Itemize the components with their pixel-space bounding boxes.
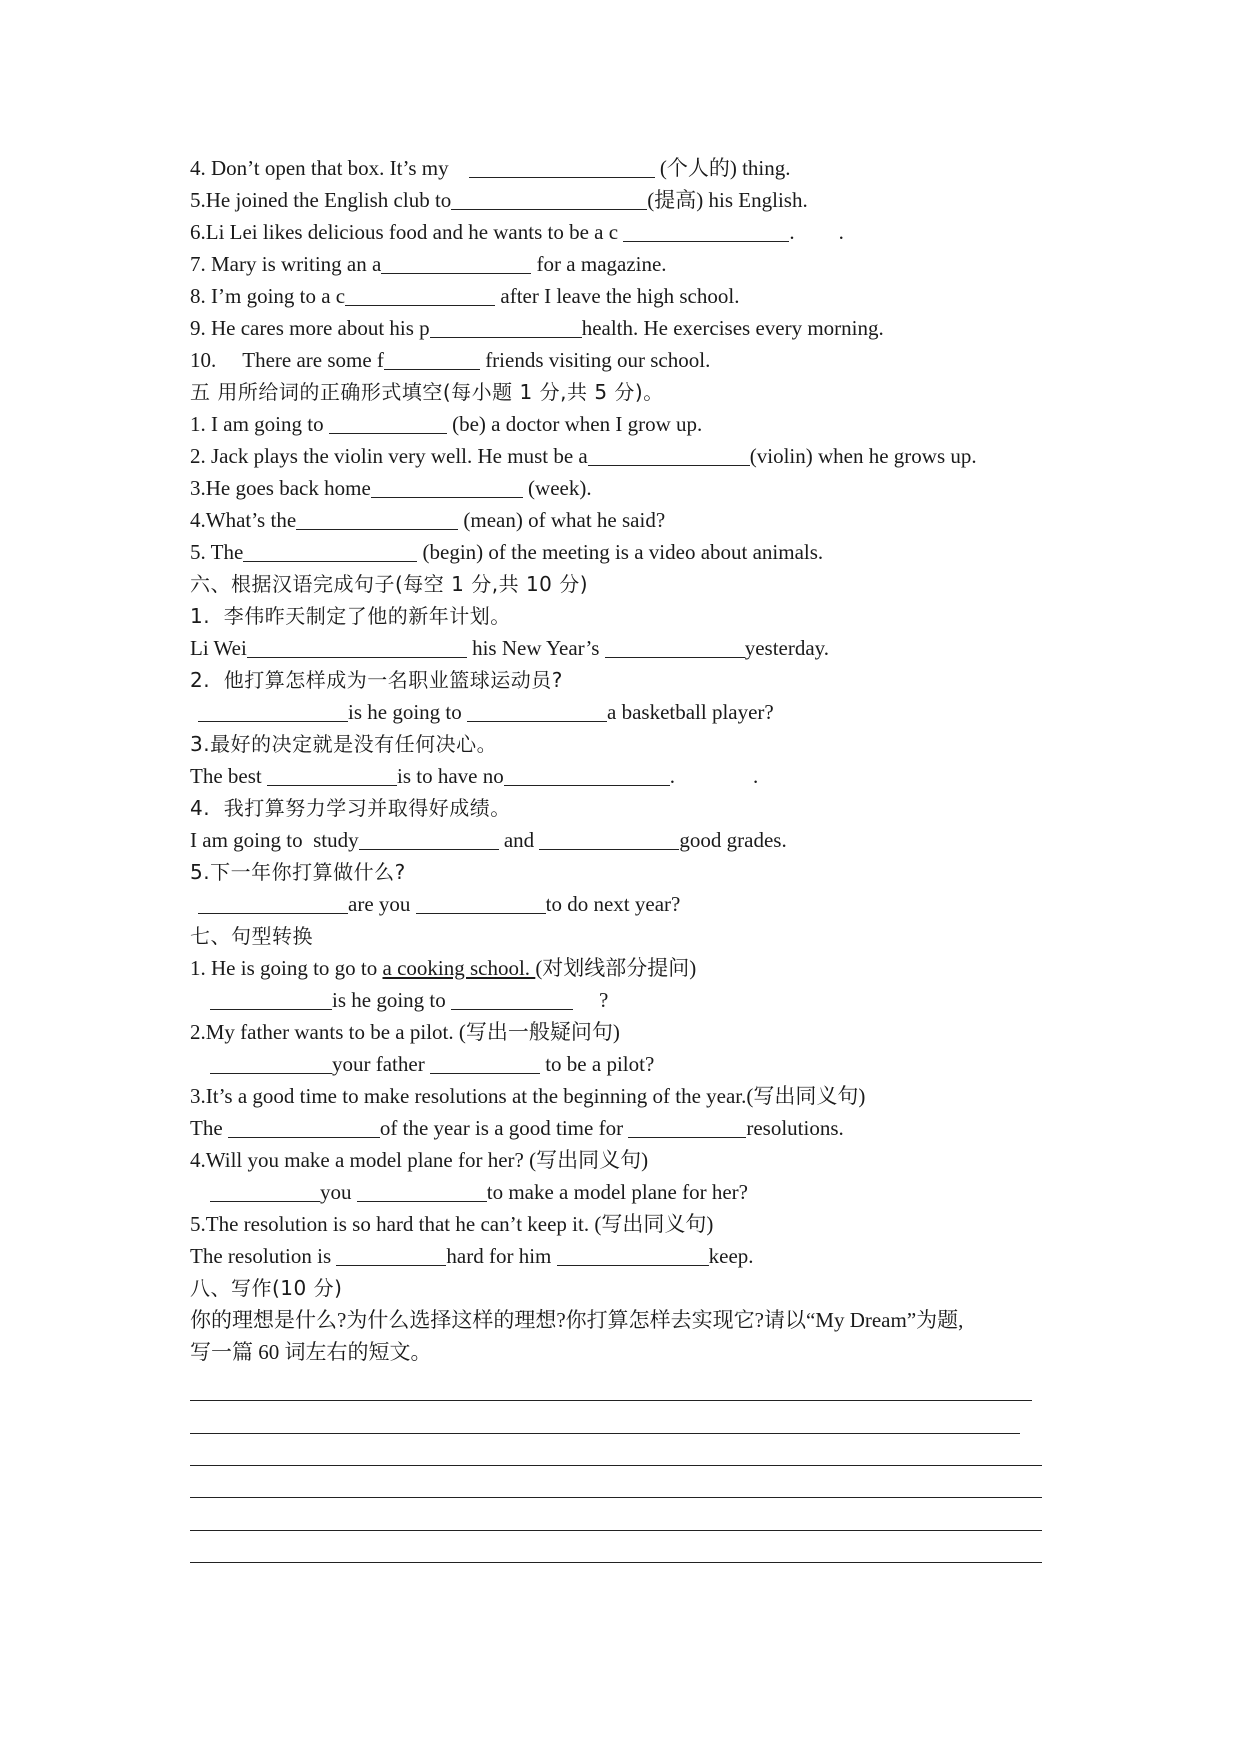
question-4-6: 6.Li Lei likes delicious food and he wants to be a c . . — [190, 220, 844, 244]
question-4-4: 4. Don’t open that box. It’s my (个人的) thing. — [190, 156, 791, 180]
answer-blank[interactable] — [381, 251, 531, 274]
answer-blank[interactable] — [336, 1243, 446, 1266]
question-5-2: 2. Jack plays the violin very well. He must be a (violin) when he grows up. — [190, 444, 977, 468]
question-6-3-chinese: 3.最好的决定就是没有任何决心。 — [190, 732, 498, 756]
question-5-1: 1. I am going to (be) a doctor when I grow up. — [190, 412, 703, 436]
section-8-heading: 八、写作(10 分) — [190, 1276, 343, 1300]
question-6-5-chinese: 5.下一年你打算做什么? — [190, 860, 406, 884]
answer-blank[interactable] — [467, 699, 607, 722]
answer-blank[interactable] — [623, 219, 789, 242]
writing-line[interactable] — [190, 1400, 1032, 1401]
answer-blank[interactable] — [430, 1051, 540, 1074]
answer-blank[interactable] — [243, 539, 417, 562]
question-6-1-chinese: 1. 李伟昨天制定了他的新年计划。 — [190, 604, 511, 628]
answer-blank[interactable] — [198, 891, 348, 914]
answer-blank[interactable] — [416, 891, 546, 914]
question-7-1-answer: is he going to ? — [190, 985, 608, 1015]
answer-blank[interactable] — [539, 827, 679, 850]
question-7-4-answer: you to make a model plane for her? — [190, 1177, 748, 1207]
question-7-4: 4.Will you make a model plane for her? (写出同义句) — [190, 1148, 649, 1172]
section-7-heading: 七、句型转换 — [190, 924, 313, 948]
question-7-5-answer: The resolution is hard for him keep. — [190, 1244, 754, 1268]
answer-blank[interactable] — [359, 827, 499, 850]
answer-blank[interactable] — [384, 347, 480, 370]
question-7-2-answer: your father to be a pilot? — [190, 1049, 654, 1079]
question-4-7: 7. Mary is writing an a for a magazine. — [190, 252, 667, 276]
answer-blank[interactable] — [469, 155, 655, 178]
answer-blank[interactable] — [247, 635, 467, 658]
question-4-8: 8. I’m going to a c after I leave the high school. — [190, 284, 740, 308]
answer-blank[interactable] — [588, 443, 750, 466]
writing-line[interactable] — [190, 1497, 1042, 1498]
section-6-heading: 六、根据汉语完成句子(每空 1 分,共 10 分) — [190, 572, 589, 596]
question-5-5: 5. The (begin) of the meeting is a video about animals. — [190, 540, 824, 564]
answer-blank[interactable] — [296, 507, 458, 530]
answer-blank[interactable] — [329, 411, 447, 434]
question-6-3: The best is to have no . . — [190, 764, 759, 788]
answer-blank[interactable] — [267, 763, 397, 786]
question-6-5: are you to do next year? — [190, 889, 680, 919]
answer-blank[interactable] — [210, 987, 332, 1010]
answer-blank[interactable] — [371, 475, 523, 498]
question-7-2: 2.My father wants to be a pilot. (写出一般疑问句) — [190, 1020, 620, 1044]
answer-blank[interactable] — [198, 699, 348, 722]
writing-prompt-line-1: 你的理想是什么?为什么选择这样的理想?你打算怎样去实现它?请以“My Dream”为题, — [190, 1308, 964, 1332]
question-6-2: is he going to a basketball player? — [190, 697, 774, 727]
question-6-2-chinese: 2. 他打算怎样成为一名职业篮球运动员? — [190, 668, 563, 692]
question-4-10: 10. There are some f friends visiting our school. — [190, 348, 711, 372]
answer-blank[interactable] — [504, 763, 670, 786]
answer-blank[interactable] — [357, 1179, 487, 1202]
answer-blank[interactable] — [430, 315, 582, 338]
question-5-3: 3.He goes back home (week). — [190, 476, 592, 500]
answer-blank[interactable] — [210, 1179, 320, 1202]
underlined-phrase: a cooking school. — [382, 956, 536, 980]
answer-blank[interactable] — [228, 1115, 380, 1138]
writing-line[interactable] — [190, 1562, 1042, 1563]
writing-line[interactable] — [190, 1465, 1042, 1466]
question-6-1: Li Wei his New Year’s yesterday. — [190, 636, 830, 660]
question-7-1: 1. He is going to go to a cooking school. (对划线部分提问) — [190, 956, 697, 980]
answer-blank[interactable] — [451, 187, 647, 210]
question-5-4: 4.What’s the (mean) of what he said? — [190, 508, 666, 532]
writing-line[interactable] — [190, 1530, 1042, 1531]
question-7-3-answer: The of the year is a good time for resolutions. — [190, 1116, 844, 1140]
section-5-heading: 五 用所给词的正确形式填空(每小题 1 分,共 5 分)。 — [190, 380, 664, 404]
answer-blank[interactable] — [210, 1051, 332, 1074]
question-4-5: 5.He joined the English club to (提高) his English. — [190, 188, 808, 212]
question-6-4: I am going to study and good grades. — [190, 828, 787, 852]
answer-blank[interactable] — [557, 1243, 709, 1266]
answer-blank[interactable] — [451, 987, 573, 1010]
question-7-5: 5.The resolution is so hard that he can’t keep it. (写出同义句) — [190, 1212, 714, 1236]
answer-blank[interactable] — [605, 635, 745, 658]
question-7-3: 3.It’s a good time to make resolutions at the beginning of the year.(写出同义句) — [190, 1084, 866, 1108]
writing-line[interactable] — [190, 1433, 1020, 1434]
question-6-4-chinese: 4. 我打算努力学习并取得好成绩。 — [190, 796, 511, 820]
question-4-9: 9. He cares more about his p health. He exercises every morning. — [190, 316, 884, 340]
writing-prompt-line-2: 写一篇 60 词左右的短文。 — [190, 1340, 432, 1364]
answer-blank[interactable] — [345, 283, 495, 306]
answer-blank[interactable] — [628, 1115, 746, 1138]
